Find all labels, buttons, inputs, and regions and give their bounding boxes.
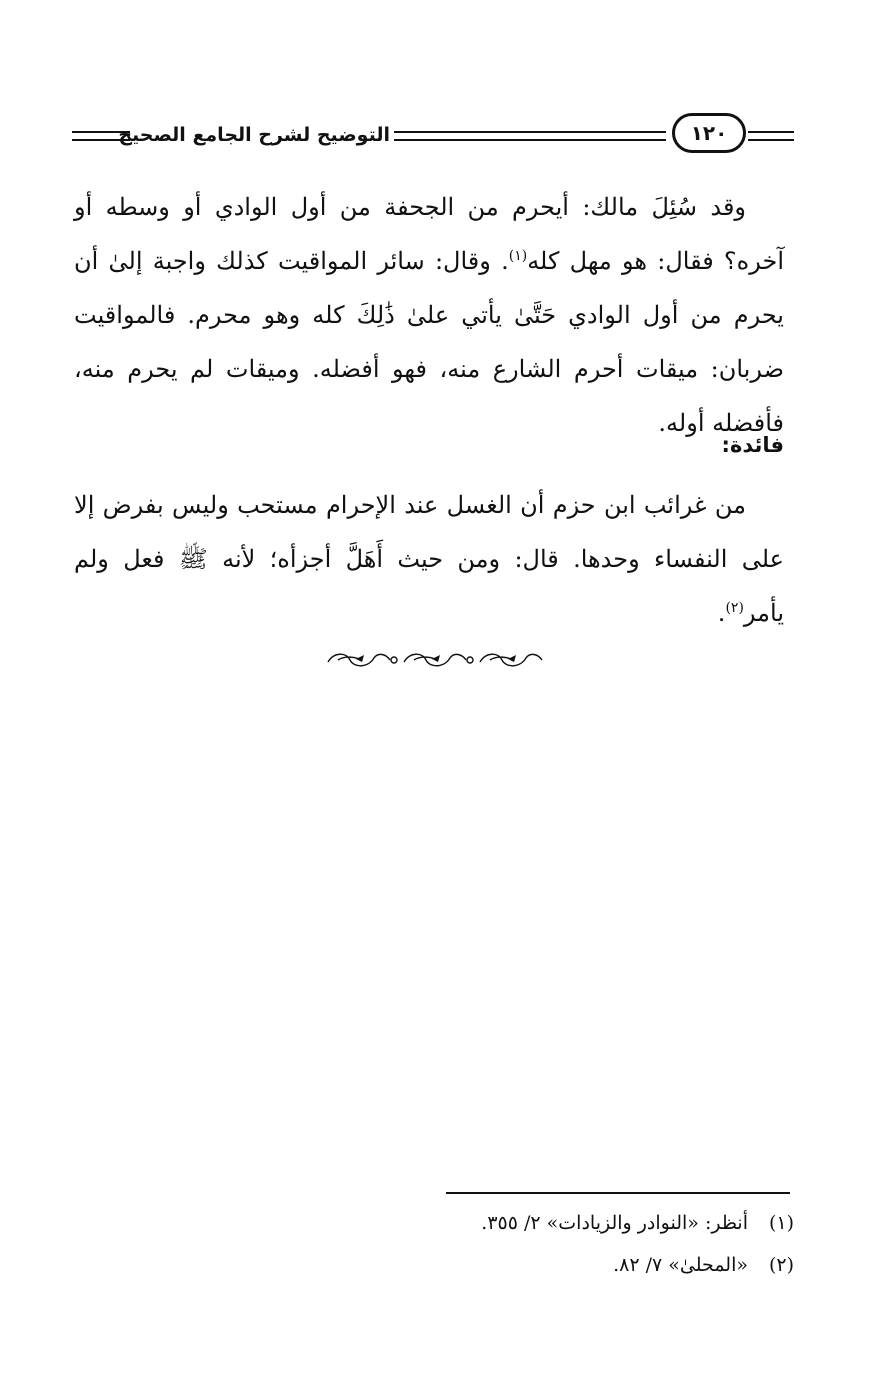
footnote-number: (٢)	[768, 1254, 794, 1276]
section-subheading: فائدة:	[721, 433, 784, 457]
footnote-number: (١)	[768, 1212, 794, 1234]
paragraph-1-text: وقد سُئِلَ مالك: أيحرم من الجحفة من أول الوادي أو وسطه أو آخره؟ فقال: هو مهل كله	[74, 193, 784, 275]
footnote-item	[400, 1244, 794, 1286]
paragraph-2-text: من غرائب ابن حزم أن الغسل عند الإحرام مستحب وليس بفرض إلا على النفساء وحدها. قال: ومن حيث أَهَلَّ أجزأه؛ لأنه ﷺ فعل ولم يأمر	[74, 491, 784, 627]
paragraph-2	[74, 478, 784, 640]
header-rule-middle	[394, 131, 666, 141]
section-divider-ornament-icon	[324, 648, 548, 672]
footnote-text: «المحلىٰ» ٧/ ٨٢.	[613, 1254, 748, 1276]
footnotes	[400, 1202, 794, 1286]
paragraph-2-end: .	[717, 599, 726, 627]
paragraph-1	[74, 180, 784, 450]
footnote-reference-1: (١)	[508, 248, 528, 264]
header-rule-right	[748, 131, 794, 141]
footnote-item	[400, 1202, 794, 1244]
running-title: التوضيح لشرح الجامع الصحيح	[118, 124, 390, 146]
paragraph-1-continuation: . وقال: سائر المواقيت كذلك واجبة إلىٰ أن يحرم من أول الوادي حَتَّىٰ يأتي علىٰ ذَٰلِكَ كله وهو محرم. فالمواقيت ضربان: ميقات أحرم الشارع منه، فهو أفضله. وميقات لم يحرم منه، فأفضله أوله.	[74, 247, 784, 437]
footnote-separator	[446, 1192, 790, 1194]
page-number: ١٢٠	[672, 113, 746, 153]
page-header	[72, 112, 794, 160]
footnote-reference-2: (٢)	[725, 600, 744, 616]
footnote-text: أنظر: «النوادر والزيادات» ٢/ ٣٥٥.	[481, 1212, 748, 1234]
